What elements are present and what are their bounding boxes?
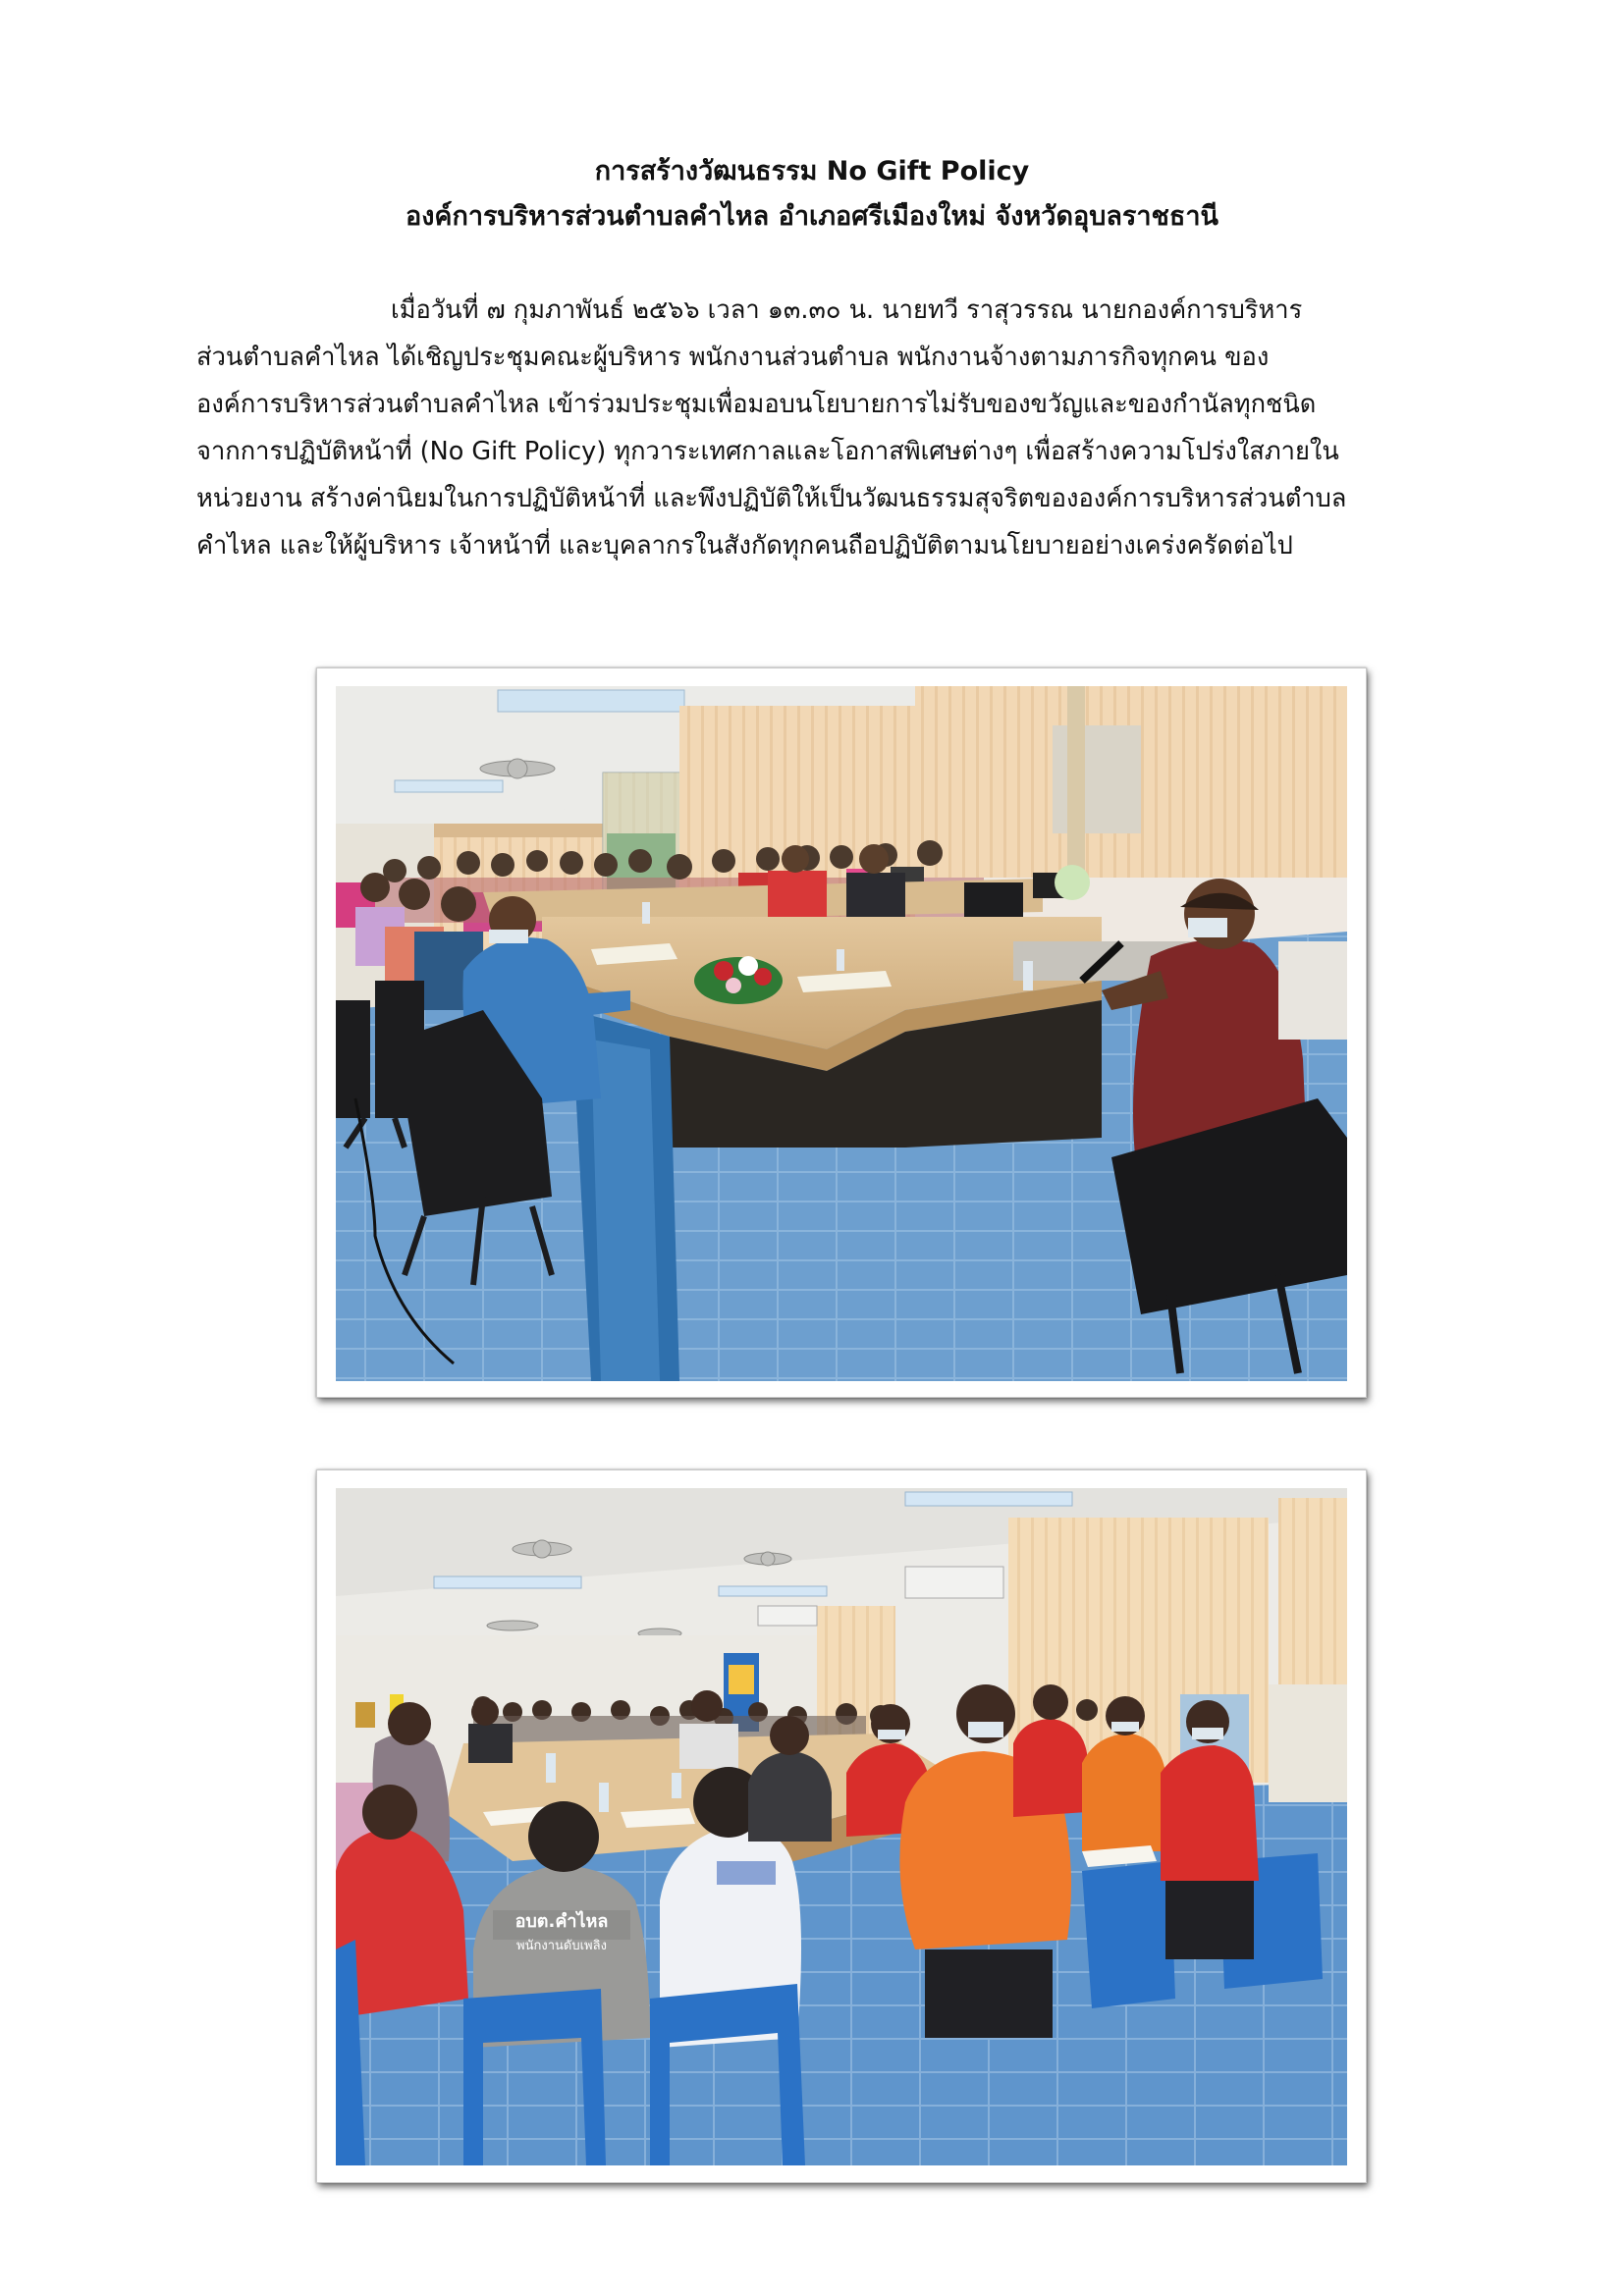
paragraph-line: จากการปฏิบัติหน้าที่ (No Gift Policy) ทุกวาระเทศกาลและโอกาสพิเศษต่างๆ เพื่อสร้างความโปร่งใสภายใน — [196, 437, 1339, 466]
body-paragraph — [196, 287, 1430, 569]
paragraph-line: องค์การบริหารส่วนตำบลคำไหล เข้าร่วมประชุมเพื่อมอบนโยบายการไม่รับของขวัญและของกำนัลทุกชนิด — [196, 390, 1317, 419]
shirt-text-2: พนักงานดับเพลิง — [516, 1939, 607, 1953]
paragraph-line: คำไหล และให้ผู้บริหาร เจ้าหน้าที่ และบุคลากรในสังกัดทุกคนถือปฏิบัติตามนโยบายอย่างเคร่งครัดต่อไป — [196, 531, 1293, 561]
meeting-photo-1-frame — [316, 667, 1367, 1398]
paragraph-line: เมื่อวันที่ ๗ กุมภาพันธ์ ๒๕๖๖ เวลา ๑๓.๓๐ น. นายทวี ราสุวรรณ นายกองค์การบริหาร — [391, 295, 1303, 325]
document-subtitle: องค์การบริหารส่วนตำบลคำไหล อำเภอศรีเมืองใหม่ จังหวัดอุบลราชธานี — [406, 201, 1218, 232]
shirt-text-1: อบต.คำไหล — [514, 1911, 609, 1932]
document-title: การสร้างวัฒนธรรม No Gift Policy — [594, 156, 1030, 187]
meeting-photo-1 — [336, 686, 1347, 1381]
meeting-photo-2-frame — [316, 1469, 1367, 2183]
document-header — [0, 149, 1624, 240]
meeting-photo-2 — [336, 1488, 1347, 2165]
paragraph-line: ส่วนตำบลคำไหล ได้เชิญประชุมคณะผู้บริหาร พนักงานส่วนตำบล พนักงานจ้างตามภารกิจทุกคน ของ — [196, 343, 1270, 372]
paragraph-line: หน่วยงาน สร้างค่านิยมในการปฏิบัติหน้าที่ และพึงปฏิบัติให้เป็นวัฒนธรรมสุจริตขององค์การบริหารส่วนตำบล — [196, 484, 1347, 513]
